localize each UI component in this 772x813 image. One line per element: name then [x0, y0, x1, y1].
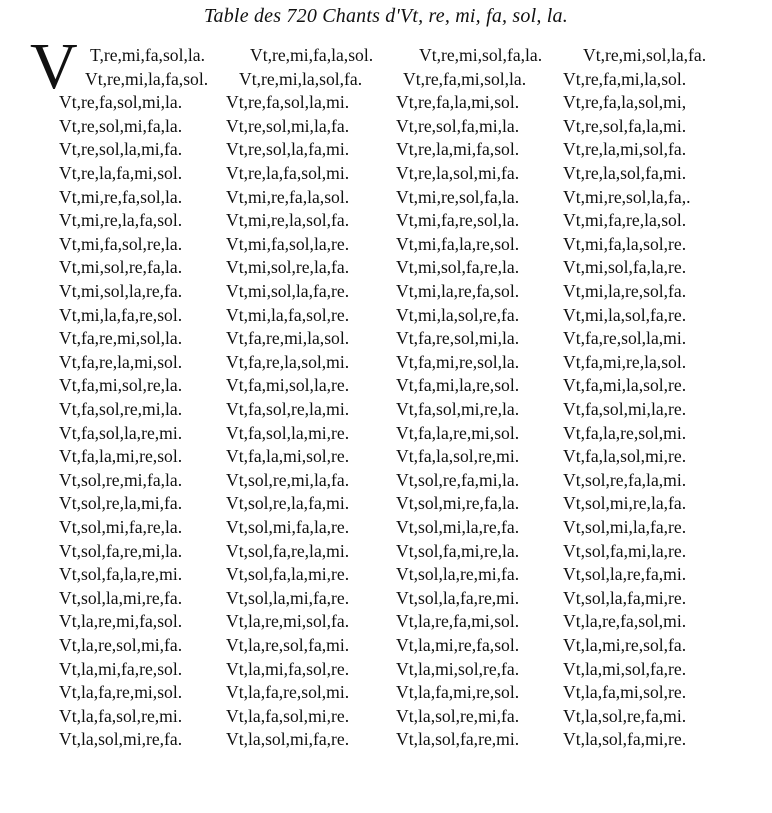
chant-entry: Vt,mi,re,fa,sol,la. — [59, 186, 183, 207]
chant-entry: Vt,sol,mi,la,re,fa. — [396, 517, 520, 537]
chant-entry: Vt,mi,sol,fa,la,re. — [563, 257, 687, 278]
chant-entry: Vt,fa,re,la,sol,mi. — [226, 351, 350, 372]
chant-entry: Vt,fa,re,mi,sol,la. — [59, 328, 183, 349]
chant-entry: T,re,mi,fa,sol,la. — [90, 45, 205, 65]
chant-entry: Vt,la,fa,sol,re,mi. — [59, 705, 183, 726]
table-row — [0, 445, 772, 467]
chant-entry: Vt,mi,re,fa,la,sol. — [226, 186, 350, 207]
chant-entry: Vt,sol,fa,mi,la,re. — [563, 540, 687, 561]
chant-entry: Vt,sol,fa,la,re,mi. — [59, 564, 183, 585]
chant-entry: Vt,fa,mi,re,la,sol. — [563, 351, 687, 372]
table-row — [0, 563, 772, 585]
chant-entry: Vt,re,la,fa,mi,sol. — [59, 163, 183, 183]
chant-entry: Vt,mi,sol,re,la,fa. — [226, 257, 350, 278]
chant-entry: Vt,mi,fa,la,sol,re. — [563, 233, 687, 254]
chant-entry: Vt,mi,fa,la,re,sol. — [396, 233, 520, 254]
chant-entry: Vt,fa,re,sol,mi,la. — [396, 328, 520, 349]
chant-entry: Vt,sol,la,fa,mi,re. — [563, 587, 687, 608]
chant-entry: Vt,sol,la,re,mi,fa. — [396, 564, 520, 585]
chant-entry: Vt,sol,fa,re,mi,la. — [59, 540, 183, 561]
chant-entry: Vt,la,mi,sol,re,fa. — [396, 658, 520, 679]
chant-entry: Vt,fa,re,sol,la,mi. — [563, 328, 687, 349]
chant-entry: Vt,sol,re,mi,fa,la. — [59, 469, 183, 490]
chant-entry: Vt,re,fa,sol,la,mi. — [226, 92, 350, 113]
chant-entry: Vt,fa,sol,mi,la,re. — [563, 399, 687, 419]
chant-entry: Vt,re,mi,fa,la,sol. — [250, 45, 374, 65]
chant-entry: Vt,re,fa,la,sol,mi, — [563, 92, 687, 113]
chant-entry: Vt,fa,la,sol,re,mi. — [396, 446, 520, 467]
chant-entry: Vt,fa,mi,sol,re,la. — [59, 375, 183, 396]
chant-entry: Vt,fa,sol,re,la,mi. — [226, 399, 350, 419]
chant-entry: Vt,sol,mi,re,la,fa. — [563, 493, 687, 514]
chant-entry: Vt,la,mi,fa,sol,re. — [226, 658, 350, 679]
chant-entry: Vt,re,mi,sol,fa,la. — [419, 45, 543, 65]
table-row — [0, 658, 772, 680]
chant-entry: Vt,la,sol,fa,re,mi. — [396, 729, 520, 750]
chant-entry: Vt,mi,sol,fa,re,la. — [396, 257, 520, 278]
chant-entry: Vt,la,fa,re,sol,mi. — [226, 682, 350, 703]
chant-entry: Vt,re,fa,la,mi,sol. — [396, 92, 520, 113]
chant-entry: Vt,mi,la,sol,fa,re. — [563, 304, 687, 325]
chant-entry: Vt,fa,la,re,sol,mi. — [563, 422, 687, 443]
table-row — [0, 398, 772, 420]
chant-entry: Vt,fa,mi,la,sol,re. — [563, 375, 687, 396]
chant-entry: Vt,re,la,mi,fa,sol. — [396, 139, 520, 160]
table-row — [0, 115, 772, 137]
chant-entry: Vt,la,sol,re,fa,mi. — [563, 705, 687, 726]
chant-entry: Vt,mi,sol,la,re,fa. — [59, 281, 183, 301]
table-row — [0, 186, 772, 208]
chant-entry: Vt,sol,re,la,mi,fa. — [59, 493, 183, 514]
chant-entry: Vt,sol,mi,fa,re,la. — [59, 517, 183, 537]
chant-entry: Vt,la,sol,mi,re,fa. — [59, 729, 183, 750]
chant-entry: Vt,fa,sol,la,re,mi. — [59, 422, 183, 443]
chant-entry: Vt,fa,la,mi,sol,re. — [226, 446, 350, 467]
chant-entry: Vt,mi,fa,re,sol,la. — [396, 210, 520, 231]
table-row — [0, 256, 772, 278]
chant-entry: Vt,fa,mi,la,re,sol. — [396, 375, 520, 396]
chant-entry: Vt,mi,re,sol,fa,la. — [396, 186, 520, 207]
chant-entry: Vt,re,sol,fa,la,mi. — [563, 115, 687, 136]
table-row — [0, 233, 772, 255]
table-row — [0, 209, 772, 231]
table-row — [0, 587, 772, 609]
chant-entry: Vt,sol,re,fa,la,mi. — [563, 469, 687, 490]
chant-entry: Vt,sol,la,re,fa,mi. — [563, 564, 687, 585]
chant-entry: Vt,fa,sol,la,mi,re. — [226, 422, 350, 443]
chant-entry: Vt,fa,mi,re,sol,la. — [396, 351, 520, 372]
page-title: Table des 720 Chants d'Vt, re, mi, fa, sol, la. — [204, 5, 568, 27]
chant-entry: Vt,la,re,sol,mi,fa. — [59, 635, 183, 655]
table-row — [0, 162, 772, 184]
chant-entry: Vt,sol,re,fa,mi,la. — [396, 469, 520, 490]
chant-entry: Vt,sol,mi,fa,la,re. — [226, 517, 350, 537]
chant-entry: Vt,sol,re,mi,la,fa. — [226, 469, 350, 490]
chant-entry: Vt,sol,fa,mi,re,la. — [396, 540, 520, 561]
chant-entry: Vt,sol,la,mi,re,fa. — [59, 587, 183, 608]
chant-entry: Vt,fa,re,mi,la,sol. — [226, 328, 350, 349]
chant-entry: Vt,mi,re,sol,la,fa,. — [563, 186, 691, 207]
table-row — [0, 492, 772, 514]
chant-entry: Vt,la,mi,sol,fa,re. — [563, 658, 687, 679]
table-row — [0, 705, 772, 727]
table-row — [0, 516, 772, 538]
chant-entry: Vt,la,sol,fa,mi,re. — [563, 729, 687, 750]
chant-entry: Vt,re,la,mi,sol,fa. — [563, 139, 687, 160]
chant-entry: Vt,sol,re,la,fa,mi. — [226, 493, 350, 514]
chant-entry: Vt,mi,fa,sol,re,la. — [59, 233, 183, 254]
chant-entry: Vt,fa,mi,sol,la,re. — [226, 375, 350, 396]
chant-entry: Vt,mi,sol,la,fa,re. — [226, 281, 350, 301]
chant-entry: Vt,fa,sol,mi,re,la. — [396, 399, 520, 419]
table-row — [0, 681, 772, 703]
chant-entry: Vt,re,sol,fa,mi,la. — [396, 115, 520, 136]
chant-entry: Vt,re,la,sol,fa,mi. — [563, 163, 687, 183]
table-row — [0, 327, 772, 349]
chant-entry: Vt,fa,la,mi,re,sol. — [59, 446, 183, 467]
table-row — [0, 44, 772, 66]
chant-entry: Vt,mi,la,sol,re,fa. — [396, 304, 520, 325]
chant-entry: Vt,la,fa,sol,mi,re. — [226, 705, 350, 726]
chant-entry: Vt,la,re,mi,fa,sol. — [59, 611, 183, 632]
chant-entry: Vt,re,fa,mi,la,sol. — [563, 68, 687, 89]
chant-entry: Vt,la,fa,mi,sol,re. — [563, 682, 687, 703]
table-row — [0, 351, 772, 373]
chant-entry: Vt,re,fa,mi,sol,la. — [403, 68, 527, 89]
chant-entry: Vt,la,sol,mi,fa,re. — [226, 729, 350, 750]
chant-entry: Vt,re,mi,la,sol,fa. — [239, 68, 363, 89]
drop-cap-letter: V — [30, 30, 78, 103]
chant-entry: Vt,mi,fa,re,la,sol. — [563, 210, 687, 231]
chant-entry: Vt,la,re,fa,sol,mi. — [563, 611, 687, 632]
table-row — [0, 91, 772, 113]
chant-entry: Vt,re,sol,mi,la,fa. — [226, 115, 350, 136]
chant-entry: Vt,mi,re,la,sol,fa. — [226, 210, 350, 231]
table-row — [0, 540, 772, 562]
table-row — [0, 469, 772, 491]
chant-entry: Vt,re,mi,sol,la,fa. — [583, 45, 707, 65]
table-row — [0, 634, 772, 656]
chant-entry: Vt,mi,fa,sol,la,re. — [226, 233, 350, 254]
chant-entry: Vt,mi,la,re,fa,sol. — [396, 281, 520, 301]
chant-entry: Vt,fa,la,re,mi,sol. — [396, 422, 520, 443]
chant-entry: Vt,la,fa,re,mi,sol. — [59, 682, 183, 703]
chant-entry: Vt,re,la,sol,mi,fa. — [396, 163, 520, 183]
chant-entry: Vt,sol,mi,la,fa,re. — [563, 517, 687, 537]
table-row — [0, 422, 772, 444]
table-row — [0, 138, 772, 160]
chant-entry: Vt,sol,fa,re,la,mi. — [226, 540, 350, 561]
chant-entry: Vt,fa,la,sol,mi,re. — [563, 446, 687, 467]
table-row — [0, 728, 772, 750]
chant-entry: Vt,fa,re,la,mi,sol. — [59, 351, 183, 372]
chant-entry: Vt,la,mi,re,fa,sol. — [396, 635, 520, 655]
chant-entry: Vt,sol,mi,re,fa,la. — [396, 493, 520, 514]
chant-entry: Vt,la,fa,mi,re,sol. — [396, 682, 520, 703]
chant-entry: Vt,re,mi,la,fa,sol. — [85, 68, 209, 89]
chant-entry: Vt,mi,la,re,sol,fa. — [563, 281, 687, 301]
chant-entry: Vt,mi,sol,re,fa,la. — [59, 257, 183, 278]
chant-entry: Vt,re,sol,la,mi,fa. — [59, 139, 183, 160]
chant-entry: Vt,la,re,sol,fa,mi. — [226, 635, 350, 655]
chant-entry: Vt,fa,sol,re,mi,la. — [59, 399, 183, 419]
chant-entry: Vt,mi,re,la,fa,sol. — [59, 210, 183, 231]
table-row — [0, 374, 772, 396]
chant-entry: Vt,re,la,fa,sol,mi. — [226, 163, 350, 183]
table-row — [0, 304, 772, 326]
chant-entry: Vt,sol,la,fa,re,mi. — [396, 587, 520, 608]
chant-entry: Vt,sol,la,mi,fa,re. — [226, 587, 350, 608]
chant-entry: Vt,mi,la,fa,re,sol. — [59, 304, 183, 325]
chant-entry: Vt,la,sol,re,mi,fa. — [396, 705, 520, 726]
chant-entry: Vt,la,mi,fa,re,sol. — [59, 658, 183, 679]
chant-entry: Vt,re,sol,la,fa,mi. — [226, 139, 350, 160]
chant-entry: Vt,la,mi,re,sol,fa. — [563, 635, 687, 655]
chant-entry: Vt,mi,la,fa,sol,re. — [226, 304, 350, 325]
chant-entry: Vt,la,re,mi,sol,fa. — [226, 611, 350, 632]
table-row — [0, 68, 772, 90]
chant-entry: Vt,sol,fa,la,mi,re. — [226, 564, 350, 585]
chant-entry: Vt,re,fa,sol,mi,la. — [59, 92, 183, 113]
chant-entry: Vt,la,re,fa,mi,sol. — [396, 611, 520, 632]
table-row — [0, 280, 772, 302]
chant-entry: Vt,re,sol,mi,fa,la. — [59, 115, 183, 136]
table-row — [0, 610, 772, 632]
